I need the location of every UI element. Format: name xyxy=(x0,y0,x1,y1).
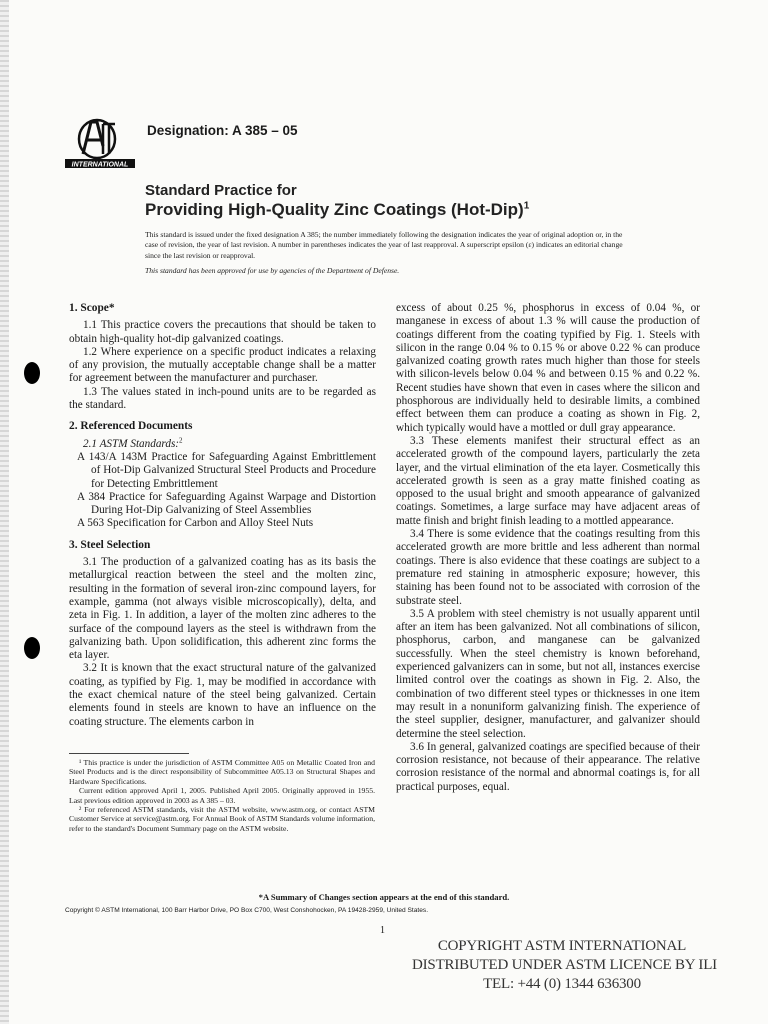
footnote: ¹ This practice is under the jurisdiction of ASTM Committee A05 on Metallic Coated Iron and Steel Products and is the direct responsibility of Subcommittee A05.13 on Structural Shapes and Hardware Specifications. xyxy=(69,758,375,786)
footnotes xyxy=(69,758,375,833)
title-line-2: Providing High-Quality Zinc Coatings $(Hot-Dip)^1$ xyxy=(145,200,530,219)
paragraph: 2.1 ASTM Standards:$^2$ xyxy=(83,435,183,450)
licence-stamp xyxy=(412,937,717,994)
section-heading-referenced-documents: 2. Referenced Documents xyxy=(69,420,193,433)
footnote-divider xyxy=(69,753,189,754)
astm-logo-icon xyxy=(63,116,137,170)
paragraph: 1.1 This practice covers the precautions that should be taken to obtain high-quality hot-dip galvanized coatings. xyxy=(69,319,376,345)
title-line-1: Standard Practice for xyxy=(145,182,297,199)
footnote: ² For referenced ASTM standards, visit the ASTM website, www.astm.org, or contact ASTM Customer Service at service@astm.org. For Annual Book of ASTM Standards volume information, refer to the standard's Document Summary page on the ASTM website. xyxy=(69,805,375,833)
reference-item: A 143/A 143M Practice for Safeguarding Against Embrittlement of Hot-Dip Galvanized Structural Steel Products and Procedure for Detecting Embrittlement xyxy=(77,450,376,490)
issue-note: This standard is issued under the fixed designation A 385; the number immediately following the designation indicates the year of original adoption or, in the case of revision, the year of last revision. A number in parentheses indicates the year of last reapproval. A superscript epsilon (ε) indicates an editorial change since the last revision or reapproval. xyxy=(145,230,623,260)
issue-notes xyxy=(145,230,635,277)
paragraph: excess of about 0.25 %, phosphorus in excess of 0.04 %, or manganese in excess of about 1.3 % will cause the production of coatings different from the coating typified by Fig. 1. Steels with silicon in the range 0.04 % to 0.15 % or above 0.22 % can produce galvanized coating growth rates much higher than those for steels with silicon-levels below 0.04 % and between 0.15 % and 0.22 %. Recent studies have shown that even in cases where the silicon and phosphorous are individually held to desirable limits, a combined effect between them can produce a coating as shown in Fig. 2, which typically would have a mottled or dull gray appearance. xyxy=(396,302,700,434)
copyright-line: Copyright © ASTM International, 100 Barr Harbor Drive, PO Box C700, West Conshohocken, PA 19428-2959, United States. xyxy=(65,907,429,914)
paragraph: 3.1 The production of a galvanized coating has as its basis the metallurgical reaction between the steel and the molten zinc, resulting in the formation of several iron-zinc compound layers, for example, gamma (not always visible microscopically), delta, and zeta in Fig. 1. In addition, a layer of the molten zinc adheres to the surface of the compound layers as the steel is withdrawn from the galvanizing bath. Upon solidification, this adherent zinc forms the eta layer. xyxy=(69,556,376,662)
paragraph: 1.3 The values stated in inch-pound units are to be regarded as the standard. xyxy=(69,385,376,412)
summary-of-changes-note: *A Summary of Changes section appears at the end of this standard. xyxy=(258,892,510,902)
defense-note: This standard has been approved for use by agencies of the Department of Defense. xyxy=(145,266,400,276)
paragraph: 3.3 These elements manifest their structural effect as an accelerated growth of the compound layers, particularly the zeta layer, and the virtual elimination of the eta layer. Cosmetically this accelerated growth is seen as a gray matte finished coating as opposed to the usual bright and smooth appearance of galvanized coatings. Sometimes, a large surface may have adjacent areas of matte finish and bright finish leading to a mottled appearance. xyxy=(396,434,700,527)
paragraph: 3.4 There is some evidence that the coatings resulting from this accelerated growth are more brittle and less adherent than normal coatings. There is also evidence that these coatings are subject to a premature red staining in atmospheric exposure; however, this staining has been found not to be associated with corrosion of the substrate steel. xyxy=(396,528,700,607)
paragraph: 1.2 Where experience on a specific product indicates a relaxing of any provision, the mutually acceptable change shall be a matter for agreement between the manufacturer and purchaser. xyxy=(69,345,376,385)
scan-binding-edge xyxy=(0,0,9,1024)
designation: Designation: A 385 – 05 xyxy=(147,123,298,138)
section-heading-scope: 1. Scope* xyxy=(69,302,115,314)
svg-text:INTERNATIONAL: INTERNATIONAL xyxy=(71,161,129,169)
left-column xyxy=(69,302,376,729)
punch-hole xyxy=(24,637,40,659)
paragraph: 3.6 In general, galvanized coatings are specified because of their corrosion resistance, not because of their appearance. The relative corrosion resistance of the normal and abnormal coatings is, for all practical purposes, equal. xyxy=(396,740,700,793)
footnote: Current edition approved April 1, 2005. Published April 2005. Originally approved in 1955. Last previous edition approved in 2003 as A 385 – 03. xyxy=(69,786,375,805)
paragraph: 3.5 A problem with steel chemistry is not usually apparent until after an item has been galvanized. Not all combinations of silicon, phosphorus, carbon, and manganese can be galvanized successfully. When the steel chemistry is known beforehand, experienced galvanizers can in some, but not all, instances exercise limited control over the coatings as shown in Fig. 2. Also, the combination of two different steel types or thicknesses in one item may result in a nonuniform galvanizing finish. The experience of the steel supplier, designer, manufacturer, and galvanizer should determine the steel selection. xyxy=(396,607,700,740)
page-number: 1 xyxy=(380,925,385,936)
document-title xyxy=(145,181,705,220)
reference-item: A 563 Specification for Carbon and Alloy Steel Nuts xyxy=(77,517,314,530)
stamp-line: COPYRIGHT ASTM INTERNATIONAL xyxy=(437,938,687,954)
stamp-line: DISTRIBUTED UNDER ASTM LICENCE BY ILI xyxy=(412,957,717,973)
right-column xyxy=(396,302,700,794)
reference-item: A 384 Practice for Safeguarding Against Warpage and Distortion During Hot-Dip Galvanizing of Steel Assemblies xyxy=(77,490,376,517)
stamp-line: TEL: +44 (0) 1344 636300 xyxy=(483,976,641,992)
section-heading-steel-selection: 3. Steel Selection xyxy=(69,538,151,551)
paragraph: 3.2 It is known that the exact structural nature of the galvanized coating, as typified by Fig. 1, may be modified in accordance with the exact chemical nature of the steel being galvanized. Certain elements found in steels are known to have an influence on the coating structure. The elements carbon in xyxy=(69,662,376,728)
punch-hole xyxy=(24,362,40,384)
